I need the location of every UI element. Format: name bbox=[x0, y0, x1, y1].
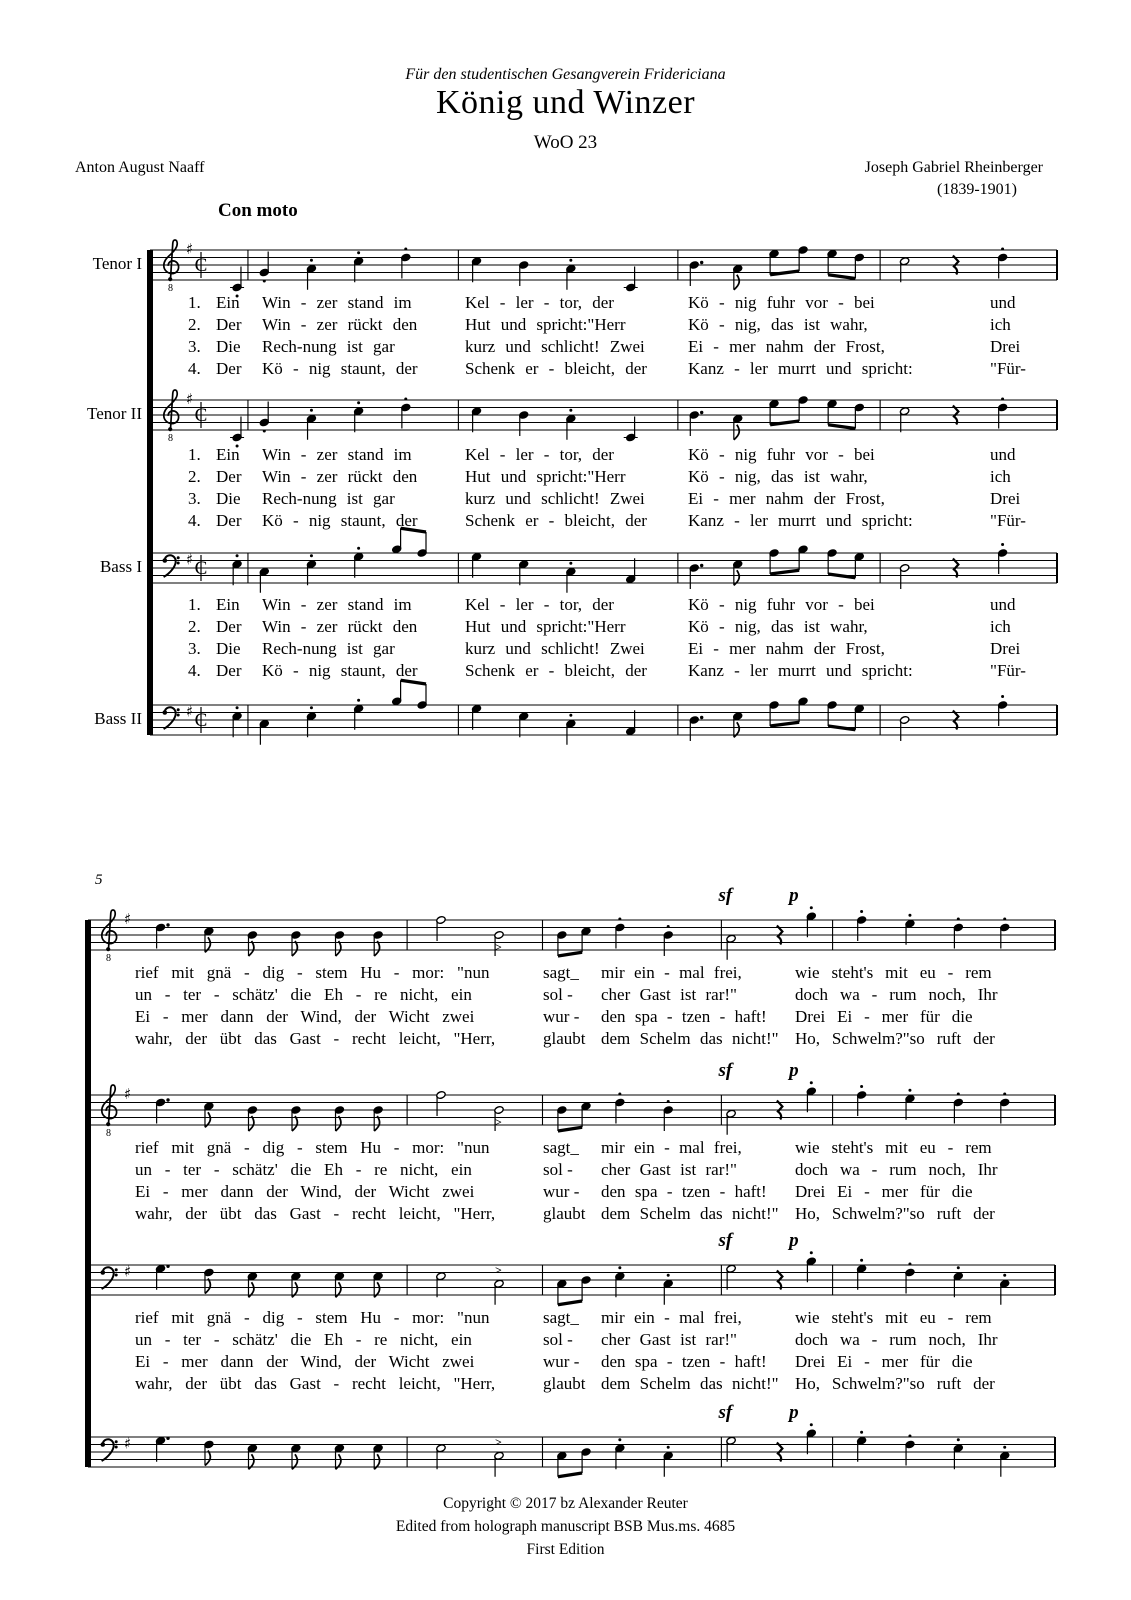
staccato-dot bbox=[1003, 1093, 1006, 1096]
dynamic-p: p bbox=[789, 1402, 799, 1423]
lyric-syllables: Die bbox=[216, 639, 241, 658]
lyric-syllables: Drei bbox=[990, 489, 1021, 508]
accent-mark: > bbox=[494, 1262, 502, 1277]
lyric-syllables: un - ter - schätz' die Eh - re nicht, ein bbox=[135, 1330, 472, 1349]
lyric-syllables: Kanz - ler murrt und spricht: bbox=[688, 661, 913, 680]
lyric-syllables: Die bbox=[216, 489, 241, 508]
lyric-syllables: Kö - nig staunt, der bbox=[262, 661, 418, 680]
lyric-syllables: Hut und spricht:"Herr bbox=[465, 467, 626, 486]
cut-time-signature: C bbox=[194, 558, 208, 579]
lyric-syllables: Kö - nig fuhr vor - bei bbox=[688, 595, 875, 614]
lyric-syllables: wie steht's mit eu - rem bbox=[795, 1138, 992, 1157]
staccato-dot bbox=[1003, 1274, 1006, 1277]
staccato-dot bbox=[1001, 543, 1004, 546]
lyric-syllables: Drei Ei - mer für die bbox=[795, 1182, 973, 1201]
lyric-syllables: und bbox=[990, 595, 1016, 614]
staccato-dot bbox=[908, 1435, 911, 1438]
lyric-syllables: Rech-nung ist gar bbox=[262, 489, 395, 508]
lyric-syllables: wur - bbox=[543, 1007, 580, 1026]
cut-time-signature: C bbox=[194, 710, 208, 731]
staccato-dot bbox=[908, 914, 911, 917]
treble-clef-icon bbox=[164, 390, 179, 444]
staccato-dot bbox=[618, 1438, 621, 1441]
footer-edition-note: Edited from holograph manuscript BSB Mus.ms. 4685 bbox=[395, 1518, 736, 1535]
dynamic-p: p bbox=[789, 885, 799, 906]
bass-clef-icon bbox=[101, 1439, 118, 1461]
staff-label-bass-i: Bass I bbox=[99, 557, 142, 576]
key-signature-sharp: ♯ bbox=[124, 910, 132, 928]
staccato-dot bbox=[1001, 248, 1004, 251]
verse-number: 4. bbox=[188, 661, 201, 680]
staccato-dot bbox=[810, 1081, 813, 1084]
lyric-syllables: und bbox=[990, 445, 1016, 464]
verse-number: 2. bbox=[188, 467, 201, 486]
staccato-dot bbox=[810, 906, 813, 909]
lyric-syllables: sol - bbox=[543, 1160, 573, 1179]
dedication: Für den studentischen Gesangverein Fridericiana bbox=[405, 66, 726, 83]
svg-text:8: 8 bbox=[168, 433, 173, 444]
lyric-syllables: Drei Ei - mer für die bbox=[795, 1007, 973, 1026]
staff-label-tenor-i: Tenor I bbox=[92, 254, 142, 273]
lyric-syllables: Ei - mer dann der Wind, der Wicht zwei bbox=[135, 1007, 475, 1026]
lyric-syllables: "Für- bbox=[990, 511, 1026, 530]
lyric-syllables: wur - bbox=[543, 1182, 580, 1201]
lyric-syllables: mir ein - mal frei, bbox=[601, 1308, 742, 1327]
lyric-syllables: Drei Ei - mer für die bbox=[795, 1352, 973, 1371]
lyric-syllables: Kel - ler - tor, der bbox=[465, 595, 614, 614]
svg-text:8: 8 bbox=[106, 1128, 111, 1139]
lyric-syllables: Kel - ler - tor, der bbox=[465, 293, 614, 312]
lyric-syllables: den spa - tzen - haft! bbox=[601, 1007, 767, 1026]
staccato-dot bbox=[908, 1089, 911, 1092]
lyric-syllables: Kö - nig staunt, der bbox=[262, 511, 418, 530]
verse-number: 1. bbox=[188, 595, 201, 614]
lyric-syllables: glaubt bbox=[543, 1374, 586, 1393]
cut-time-signature: C bbox=[194, 405, 208, 426]
measure-number: 5 bbox=[95, 872, 103, 888]
lyric-syllables: doch wa - rum noch, Ihr bbox=[795, 1330, 998, 1349]
lyric-syllables: "Für- bbox=[990, 661, 1026, 680]
lyric-syllables: rief mit gnä - dig - stem Hu - mor: "nun bbox=[135, 1308, 490, 1327]
lyric-syllables: Ei - mer nahm der Frost, bbox=[688, 337, 885, 356]
staccato-dot bbox=[957, 918, 960, 921]
staccato-dot bbox=[404, 248, 407, 251]
footer-copyright: Copyright © 2017 bz Alexander Reuter bbox=[443, 1495, 688, 1512]
dynamic-sf: sf bbox=[718, 885, 733, 906]
lyric-syllables: sol - bbox=[543, 1330, 573, 1349]
accent-mark: > bbox=[494, 1434, 502, 1449]
lyric-syllables: kurz und schlicht! Zwei bbox=[465, 489, 645, 508]
lyric-syllables: den spa - tzen - haft! bbox=[601, 1182, 767, 1201]
staff-label-bass-ii: Bass II bbox=[94, 709, 142, 728]
bass-clef-icon bbox=[101, 1267, 118, 1289]
lyric-syllables: Ho, Schwelm?"so ruft der bbox=[795, 1374, 995, 1393]
lyric-syllables: dem Schelm das nicht!" bbox=[601, 1029, 779, 1048]
system-bracket bbox=[85, 920, 91, 1467]
staccato-dot bbox=[569, 409, 572, 412]
lyric-syllables: Ho, Schwelm?"so ruft der bbox=[795, 1204, 995, 1223]
composer-dates: (1839-1901) bbox=[937, 181, 1017, 198]
svg-text:8: 8 bbox=[106, 953, 111, 964]
lyric-syllables: glaubt bbox=[543, 1204, 586, 1223]
lyric-syllables: cher Gast ist rar!" bbox=[601, 1330, 737, 1349]
staccato-dot bbox=[236, 554, 239, 557]
lyric-syllables: wie steht's mit eu - rem bbox=[795, 1308, 992, 1327]
composer-name: Joseph Gabriel Rheinberger bbox=[864, 159, 1043, 176]
lyric-syllables: kurz und schlicht! Zwei bbox=[465, 337, 645, 356]
lyric-syllables: sagt_ bbox=[543, 1138, 579, 1157]
staccato-dot bbox=[860, 910, 863, 913]
lyric-syllables: Ho, Schwelm?"so ruft der bbox=[795, 1029, 995, 1048]
lyric-syllables: Win - zer stand im bbox=[262, 595, 412, 614]
staccato-dot bbox=[404, 398, 407, 401]
staccato-dot bbox=[667, 1274, 670, 1277]
lyric-syllables: Der bbox=[216, 661, 242, 680]
staccato-dot bbox=[667, 1446, 670, 1449]
key-signature-sharp: ♯ bbox=[124, 1434, 132, 1453]
staccato-dot bbox=[810, 1423, 813, 1426]
lyric-syllables: un - ter - schätz' die Eh - re nicht, ein bbox=[135, 985, 472, 1004]
staccato-dot bbox=[357, 251, 360, 254]
staff-label-tenor-ii: Tenor II bbox=[87, 404, 142, 423]
lyric-syllables: Win - zer rückt den bbox=[262, 617, 418, 636]
lyric-syllables: Ein bbox=[216, 595, 240, 614]
staccato-dot bbox=[667, 925, 670, 928]
lyric-syllables: doch wa - rum noch, Ihr bbox=[795, 1160, 998, 1179]
lyric-syllables: wie steht's mit eu - rem bbox=[795, 963, 992, 982]
treble-clef-icon bbox=[102, 1085, 117, 1139]
staccato-dot bbox=[1001, 695, 1004, 698]
lyricist-name: Anton August Naaff bbox=[75, 159, 205, 176]
lyric-syllables: Der bbox=[216, 617, 242, 636]
lyric-syllables: cher Gast ist rar!" bbox=[601, 1160, 737, 1179]
dynamic-sf: sf bbox=[718, 1230, 733, 1251]
staccato-dot bbox=[618, 1266, 621, 1269]
verse-number: 3. bbox=[188, 489, 201, 508]
lyric-syllables: den spa - tzen - haft! bbox=[601, 1352, 767, 1371]
key-signature-sharp: ♯ bbox=[186, 390, 194, 408]
key-signature-sharp: ♯ bbox=[124, 1262, 132, 1281]
staccato-dot bbox=[957, 1093, 960, 1096]
lyric-syllables: dem Schelm das nicht!" bbox=[601, 1374, 779, 1393]
staccato-dot bbox=[569, 714, 572, 717]
lyric-syllables: Kö - nig staunt, der bbox=[262, 359, 418, 378]
lyric-syllables: glaubt bbox=[543, 1029, 586, 1048]
bass-clef-icon bbox=[163, 707, 180, 729]
bass-clef-icon bbox=[163, 555, 180, 577]
cut-time-signature: C bbox=[194, 255, 208, 276]
lyric-syllables: Win - zer rückt den bbox=[262, 467, 418, 486]
composer-block bbox=[865, 157, 1043, 201]
lyric-syllables: un - ter - schätz' die Eh - re nicht, ein bbox=[135, 1160, 472, 1179]
dynamic-sf: sf bbox=[718, 1060, 733, 1081]
verse-number: 3. bbox=[188, 337, 201, 356]
lyric-syllables: Schenk er - bleicht, der bbox=[465, 359, 647, 378]
lyric-syllables: Rech-nung ist gar bbox=[262, 639, 395, 658]
staccato-dot bbox=[357, 699, 360, 702]
lyric-syllables: mir ein - mal frei, bbox=[601, 1138, 742, 1157]
lyric-syllables: mir ein - mal frei, bbox=[601, 963, 742, 982]
lyric-syllables: sagt_ bbox=[543, 963, 579, 982]
lyric-syllables: Der bbox=[216, 315, 242, 334]
lyric-syllables: kurz und schlicht! Zwei bbox=[465, 639, 645, 658]
lyric-syllables: ich bbox=[990, 315, 1011, 334]
key-signature-sharp: ♯ bbox=[124, 1085, 132, 1103]
key-signature-sharp: ♯ bbox=[186, 240, 194, 258]
staccato-dot bbox=[357, 401, 360, 404]
verse-number: 3. bbox=[188, 639, 201, 658]
verse-number: 4. bbox=[188, 511, 201, 530]
key-signature-sharp: ♯ bbox=[186, 702, 194, 721]
staccato-dot bbox=[908, 1263, 911, 1266]
lyric-syllables: "Für- bbox=[990, 359, 1026, 378]
lyric-syllables: wahr, der übt das Gast - recht leicht, "Herr, bbox=[135, 1029, 496, 1048]
lyric-syllables: Kel - ler - tor, der bbox=[465, 445, 614, 464]
lyric-syllables: Der bbox=[216, 467, 242, 486]
lyric-syllables: wur - bbox=[543, 1352, 580, 1371]
treble-clef-icon bbox=[102, 910, 117, 964]
lyric-syllables: Kö - nig fuhr vor - bei bbox=[688, 445, 875, 464]
staccato-dot bbox=[957, 1438, 960, 1441]
staccato-dot bbox=[810, 1251, 813, 1254]
staccato-dot bbox=[310, 554, 313, 557]
lyric-syllables: Ei - mer dann der Wind, der Wicht zwei bbox=[135, 1352, 475, 1371]
dynamic-p: p bbox=[789, 1060, 799, 1081]
lyric-syllables: Die bbox=[216, 337, 241, 356]
lyric-syllables: Drei bbox=[990, 639, 1021, 658]
staccato-dot bbox=[263, 280, 266, 283]
key-signature-sharp: ♯ bbox=[186, 550, 194, 569]
staccato-dot bbox=[667, 1100, 670, 1103]
verse-number: 1. bbox=[188, 445, 201, 464]
staccato-dot bbox=[236, 706, 239, 709]
lyric-syllables: Kö - nig, das ist wahr, bbox=[688, 617, 868, 636]
lyric-syllables: rief mit gnä - dig - stem Hu - mor: "nun bbox=[135, 963, 490, 982]
lyric-syllables: ich bbox=[990, 467, 1011, 486]
lyric-syllables: Schenk er - bleicht, der bbox=[465, 661, 647, 680]
lyric-syllables: Ei - mer nahm der Frost, bbox=[688, 639, 885, 658]
verse-number: 4. bbox=[188, 359, 201, 378]
lyric-syllables: Der bbox=[216, 511, 242, 530]
treble-clef-icon bbox=[164, 240, 179, 294]
staccato-dot bbox=[860, 1085, 863, 1088]
lyric-syllables: und bbox=[990, 293, 1016, 312]
staccato-dot bbox=[310, 409, 313, 412]
staccato-dot bbox=[357, 547, 360, 550]
staccato-dot bbox=[569, 259, 572, 262]
staccato-dot bbox=[618, 1093, 621, 1096]
lyric-syllables: Hut und spricht:"Herr bbox=[465, 617, 626, 636]
lyric-syllables: Ei - mer dann der Wind, der Wicht zwei bbox=[135, 1182, 475, 1201]
lyric-syllables: doch wa - rum noch, Ihr bbox=[795, 985, 998, 1004]
lyric-syllables: Kö - nig fuhr vor - bei bbox=[688, 293, 875, 312]
accent-mark: > bbox=[494, 1115, 502, 1129]
staccato-dot bbox=[569, 562, 572, 565]
lyric-syllables: Kanz - ler murrt und spricht: bbox=[688, 511, 913, 530]
lyric-syllables: Kö - nig, das ist wahr, bbox=[688, 315, 868, 334]
verse-number: 2. bbox=[188, 315, 201, 334]
lyric-syllables: Schenk er - bleicht, der bbox=[465, 511, 647, 530]
staff-svg bbox=[82, 1392, 1063, 1512]
staccato-dot bbox=[957, 1266, 960, 1269]
piece-title: König und Winzer bbox=[435, 84, 696, 121]
catalog-number: WoO 23 bbox=[533, 132, 598, 153]
lyric-syllables: wahr, der übt das Gast - recht leicht, "Herr, bbox=[135, 1204, 496, 1223]
lyric-syllables: Win - zer rückt den bbox=[262, 315, 418, 334]
staccato-dot bbox=[1003, 1446, 1006, 1449]
accent-mark: > bbox=[494, 940, 502, 954]
tempo-marking: Con moto bbox=[218, 200, 298, 221]
svg-text:8: 8 bbox=[168, 283, 173, 294]
lyric-syllables: cher Gast ist rar!" bbox=[601, 985, 737, 1004]
lyric-syllables: Hut und spricht:"Herr bbox=[465, 315, 626, 334]
lyric-syllables: wahr, der übt das Gast - recht leicht, "Herr, bbox=[135, 1374, 496, 1393]
staccato-dot bbox=[860, 1431, 863, 1434]
lyric-syllables: Kö - nig, das ist wahr, bbox=[688, 467, 868, 486]
lyric-syllables: Der bbox=[216, 359, 242, 378]
staccato-dot bbox=[1001, 398, 1004, 401]
staccato-dot bbox=[263, 430, 266, 433]
lyric-syllables: sagt_ bbox=[543, 1308, 579, 1327]
staccato-dot bbox=[310, 259, 313, 262]
lyric-syllables: Ein bbox=[216, 445, 240, 464]
lyric-syllables: Drei bbox=[990, 337, 1021, 356]
staccato-dot bbox=[618, 918, 621, 921]
dynamic-p: p bbox=[789, 1230, 799, 1251]
lyric-syllables: Rech-nung ist gar bbox=[262, 337, 395, 356]
staccato-dot bbox=[860, 1259, 863, 1262]
lyric-syllables: ich bbox=[990, 617, 1011, 636]
footer-first-edition: First Edition bbox=[526, 1541, 605, 1558]
lyric-syllables: Ei - mer nahm der Frost, bbox=[688, 489, 885, 508]
lyric-syllables: Ein bbox=[216, 293, 240, 312]
lyric-syllables: Win - zer stand im bbox=[262, 445, 412, 464]
staccato-dot bbox=[310, 706, 313, 709]
verse-number: 1. bbox=[188, 293, 201, 312]
staccato-dot bbox=[1003, 918, 1006, 921]
dynamic-sf: sf bbox=[718, 1402, 733, 1423]
lyric-syllables: sol - bbox=[543, 985, 573, 1004]
lyric-syllables: Win - zer stand im bbox=[262, 293, 412, 312]
verse-number: 2. bbox=[188, 617, 201, 636]
lyric-syllables: rief mit gnä - dig - stem Hu - mor: "nun bbox=[135, 1138, 490, 1157]
lyric-syllables: dem Schelm das nicht!" bbox=[601, 1204, 779, 1223]
lyric-syllables: Kanz - ler murrt und spricht: bbox=[688, 359, 913, 378]
